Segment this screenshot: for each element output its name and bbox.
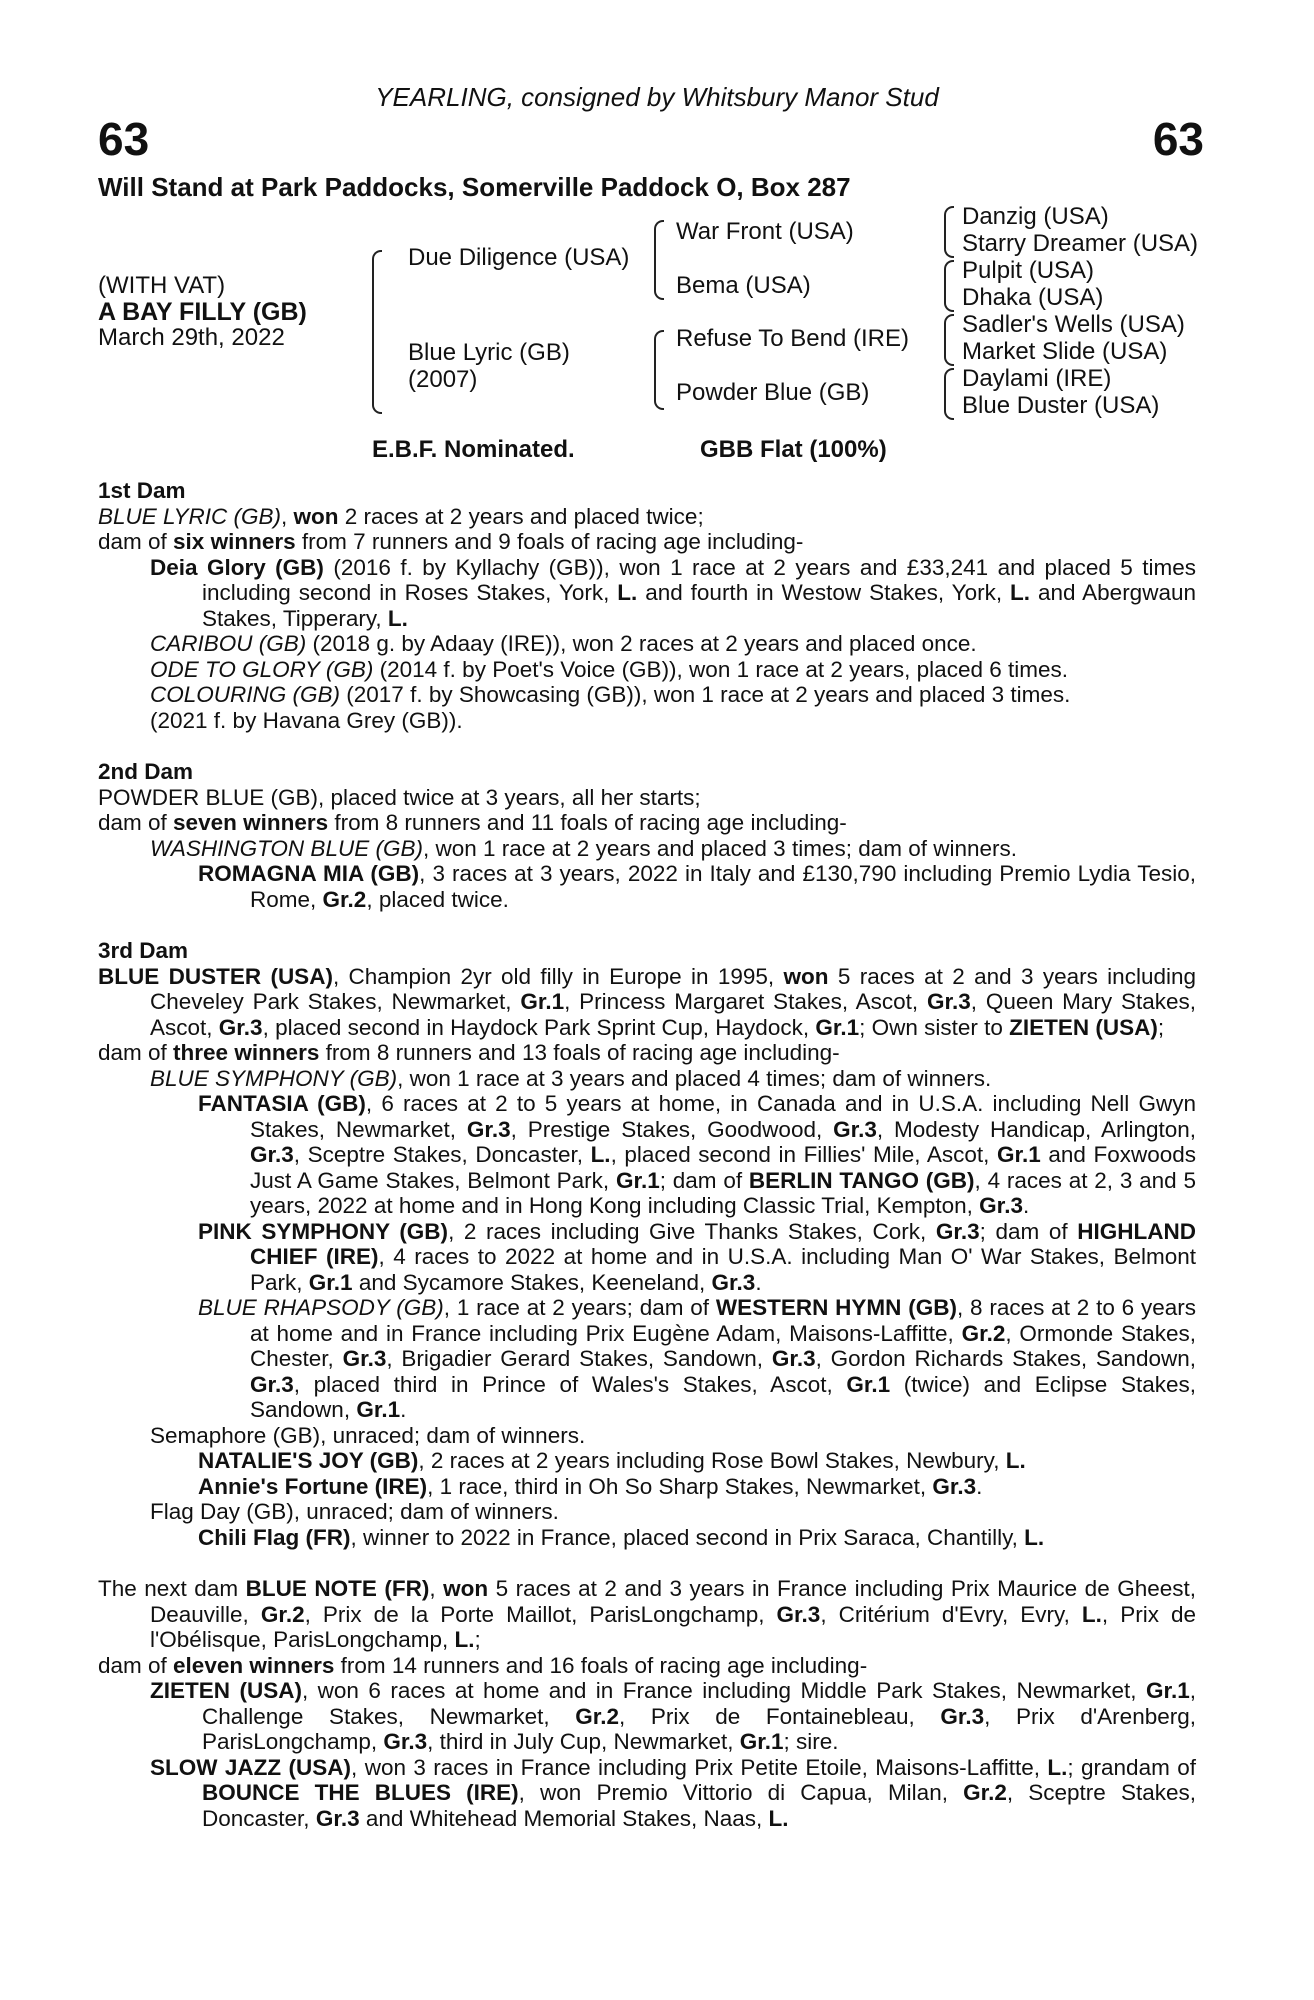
pedigree-sds: Pulpit (USA) bbox=[962, 257, 1095, 284]
second-dam-heading: 2nd Dam bbox=[98, 759, 194, 784]
pedigree-dam-sire: Refuse To Bend (IRE) bbox=[676, 325, 910, 352]
third-dam-produce: dam of three winners from 8 runners and 13 foals of racing age including- bbox=[98, 1040, 840, 1065]
lot-name: A BAY FILLY (GB) bbox=[98, 298, 307, 326]
pedigree-sdd: Dhaka (USA) bbox=[962, 284, 1104, 311]
progeny-slow-jazz: SLOW JAZZ (USA), won 3 races in France including Prix Petite Etoile, Maisons-Laffitte, L.; grandam of BOUNCE THE BLUES (IRE), won Premio Vittorio di Capua, Milan, Gr.2, Sceptre Stakes, Doncaster, Gr.3 and Whitehead Memorial Stakes, Naas, L. bbox=[150, 1754, 1196, 1831]
catalogue-body bbox=[98, 478, 1196, 1831]
first-dam-record: BLUE LYRIC (GB), won 2 races at 2 years and placed twice; bbox=[98, 503, 704, 529]
vat-note: (WITH VAT) bbox=[98, 272, 226, 299]
progeny-chili-flag: Chili Flag (FR), winner to 2022 in France, placed second in Prix Saraca, Chantilly, L. bbox=[198, 1524, 1045, 1550]
lot-number-right: 63 bbox=[1152, 113, 1204, 165]
third-dam-heading: 3rd Dam bbox=[98, 938, 189, 963]
progeny-blue-rhapsody: BLUE RHAPSODY (GB), 1 race at 2 years; dam of WESTERN HYMN (GB), 8 races at 2 to 6 years at home and in France including Prix Eugène Adam, Maisons-Laffitte, Gr.2, Ormonde Stakes, Chester, Gr.3, Brigadier Gerard Stakes, Sandown, Gr.3, Gordon Richards Stakes, Sandown, Gr.3, placed third in Prince of Wales's Stakes, Ascot, Gr.1 (twice) and Eclipse Stakes, Sandown, Gr.1. bbox=[198, 1295, 1196, 1422]
progeny-deia-glory: Deia Glory (GB) (2016 f. by Kyllachy (GB)), won 1 race at 2 years and £33,241 and placed 5 times including second in Roses Stakes, York, L. and fourth in Westow Stakes, York, L. and Abergwaun Stakes, Tipperary, L. bbox=[150, 554, 1196, 631]
pedigree-sire-sire: War Front (USA) bbox=[676, 218, 854, 245]
progeny-ode-to-glory: ODE TO GLORY (GB) (2014 f. by Poet's Voice (GB)), won 1 race at 2 years, placed 6 times. bbox=[150, 656, 1068, 682]
pedigree-sire: Due Diligence (USA) bbox=[408, 244, 630, 271]
first-dam-heading: 1st Dam bbox=[98, 478, 186, 503]
pedigree-brace bbox=[944, 260, 954, 312]
pedigree-sire-dam: Bema (USA) bbox=[676, 272, 811, 299]
progeny-blue-symphony: BLUE SYMPHONY (GB), won 1 race at 3 years and placed 4 times; dam of winners. bbox=[150, 1065, 992, 1091]
progeny-zieten: ZIETEN (USA), won 6 races at home and in France including Middle Park Stakes, Newmarket, Gr.1, Challenge Stakes, Newmarket, Gr.2, Prix de Fontainebleau, Gr.3, Prix d'Arenberg, ParisLongchamp, Gr.3, third in July Cup, Newmarket, Gr.1; sire. bbox=[150, 1678, 1196, 1754]
next-dam-record: The next dam BLUE NOTE (FR), won 5 races at 2 and 3 years in France including Prix Maurice de Gheest, Deauville, Gr.2, Prix de la Porte Maillot, ParisLongchamp, Gr.3, Critérium d'Evry, Evry, L., Prix de l'Obélisque, ParisLongchamp, L.; bbox=[98, 1576, 1197, 1652]
pedigree-dds: Daylami (IRE) bbox=[962, 365, 1112, 392]
progeny-annies-fortune: Annie's Fortune (IRE), 1 race, third in Oh So Sharp Stakes, Newmarket, Gr.3. bbox=[198, 1473, 983, 1499]
gbb-flat: GBB Flat (100%) bbox=[700, 436, 887, 463]
lot-number-left: 63 bbox=[98, 113, 150, 165]
progeny-flag-day: Flag Day (GB), unraced; dam of winners. bbox=[150, 1499, 559, 1524]
first-dam-produce: dam of six winners from 7 runners and 9 foals of racing age including- bbox=[98, 529, 804, 554]
pedigree-brace bbox=[944, 314, 954, 366]
pedigree-ddd: Blue Duster (USA) bbox=[962, 392, 1160, 419]
consignment-line: YEARLING, consigned by Whitsbury Manor Stud bbox=[375, 82, 939, 112]
second-dam-record: POWDER BLUE (GB), placed twice at 3 years, all her starts; bbox=[98, 784, 701, 810]
progeny-natalies-joy: NATALIE'S JOY (GB), 2 races at 2 years including Rose Bowl Stakes, Newbury, L. bbox=[198, 1448, 1026, 1473]
progeny-caribou: CARIBOU (GB) (2018 g. by Adaay (IRE)), won 2 races at 2 years and placed once. bbox=[150, 631, 977, 656]
pedigree-dss: Sadler's Wells (USA) bbox=[962, 311, 1185, 338]
progeny-fantasia: FANTASIA (GB), 6 races at 2 to 5 years at home, in Canada and in U.S.A. including Nell Gwyn Stakes, Newmarket, Gr.3, Prestige Stakes, Goodwood, Gr.3, Modesty Handicap, Arlington, Gr.3, Sceptre Stakes, Doncaster, L., placed second in Fillies' Mile, Ascot, Gr.1 and Foxwoods Just A Game Stakes, Belmont Park, Gr.1; dam of BERLIN TANGO (GB), 4 races at 2, 3 and 5 years, 2022 at home and in Hong Kong including Classic Trial, Kempton, Gr.3. bbox=[198, 1091, 1197, 1218]
progeny-semaphore: Semaphore (GB), unraced; dam of winners. bbox=[150, 1422, 586, 1448]
pedigree-dam-year: (2007) bbox=[408, 366, 478, 393]
progeny-2021: (2021 f. by Havana Grey (GB)). bbox=[150, 707, 463, 733]
pedigree-dsd: Market Slide (USA) bbox=[962, 338, 1168, 365]
progeny-romagna-mia: ROMAGNA MIA (GB), 3 races at 3 years, 2022 in Italy and £130,790 including Premio Lydia Tesio, Rome, Gr.2, placed twice. bbox=[198, 861, 1196, 912]
second-dam-produce: dam of seven winners from 8 runners and 11 foals of racing age including- bbox=[98, 810, 847, 835]
pedigree-brace bbox=[654, 220, 664, 300]
pedigree-brace bbox=[372, 250, 382, 414]
third-dam-record: BLUE DUSTER (USA), Champion 2yr old filly in Europe in 1995, won 5 races at 2 and 3 years including Cheveley Park Stakes, Newmarket, Gr.1, Princess Margaret Stakes, Ascot, Gr.3, Queen Mary Stakes, Ascot, Gr.3, placed second in Haydock Park Sprint Cup, Haydock, Gr.1; Own sister to ZIETEN (USA); bbox=[98, 963, 1196, 1040]
pedigree-brace bbox=[944, 368, 954, 420]
pedigree-sss: Danzig (USA) bbox=[962, 203, 1109, 230]
pedigree-dam-dam: Powder Blue (GB) bbox=[676, 379, 870, 406]
progeny-pink-symphony: PINK SYMPHONY (GB), 2 races including Give Thanks Stakes, Cork, Gr.3; dam of HIGHLAND CHIEF (IRE), 4 races to 2022 at home and in U.S.A. including Man O' War Stakes, Belmont Park, Gr.1 and Sycamore Stakes, Keeneland, Gr.3. bbox=[198, 1218, 1197, 1295]
ebf-nominated: E.B.F. Nominated. bbox=[372, 436, 575, 463]
pedigree-brace bbox=[944, 206, 954, 258]
foaled-date: March 29th, 2022 bbox=[98, 324, 285, 351]
stand-location: Will Stand at Park Paddocks, Somerville Paddock O, Box 287 bbox=[98, 172, 851, 202]
next-dam-produce: dam of eleven winners from 14 runners and 16 foals of racing age including- bbox=[98, 1652, 868, 1678]
pedigree-ssd: Starry Dreamer (USA) bbox=[962, 230, 1199, 257]
pedigree-dam: Blue Lyric (GB) bbox=[408, 339, 570, 366]
pedigree-brace bbox=[654, 330, 664, 410]
progeny-washington-blue: WASHINGTON BLUE (GB), won 1 race at 2 years and placed 3 times; dam of winners. bbox=[150, 835, 1018, 861]
progeny-colouring: COLOURING (GB) (2017 f. by Showcasing (GB)), won 1 race at 2 years and placed 3 times. bbox=[150, 682, 1071, 707]
